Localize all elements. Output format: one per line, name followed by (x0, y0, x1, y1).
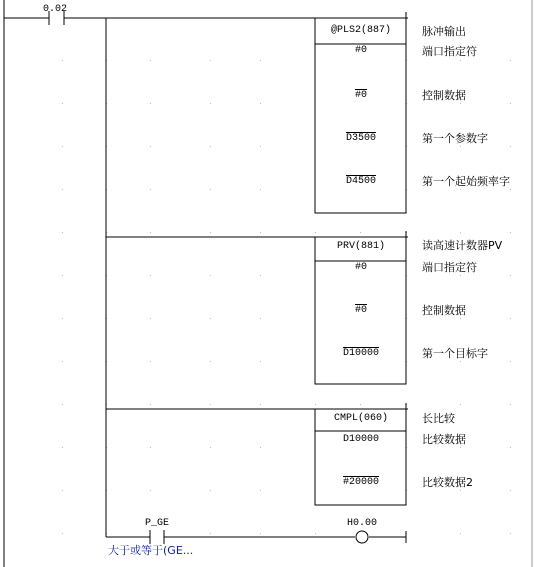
operand-value: D4500 (345, 176, 377, 187)
operand-comment: 比较数据 (422, 433, 466, 446)
operand-value: #0 (354, 305, 368, 316)
contact-address-label: 0.02 (43, 4, 68, 15)
operand-value: #0 (354, 262, 368, 273)
operand-comment: 第一个目标字 (422, 347, 488, 360)
contact-p-ge[interactable] (150, 530, 164, 544)
coil-address-label: H0.00 (346, 518, 378, 529)
operand-value: #20000 (342, 477, 380, 488)
operand-comment: 控制数据 (422, 89, 466, 102)
operand-comment: 读高速计数器PV (422, 239, 503, 252)
operand-comment: 脉冲输出 (422, 25, 466, 38)
operand-comment: 第一个起始频率字 (422, 175, 510, 188)
coil-h0-00[interactable] (356, 531, 368, 543)
operand-comment: 比较数据2 (422, 476, 473, 489)
contact-comment: 大于或等于(GE... (108, 544, 194, 557)
operand-value: D3500 (345, 133, 377, 144)
operand-value: #0 (354, 45, 368, 56)
contact-address-label: P_GE (144, 518, 170, 529)
operand-value: D10000 (342, 434, 380, 445)
operand-comment: 端口指定符 (422, 45, 477, 58)
operand-comment: 端口指定符 (422, 261, 477, 274)
instruction-title: @PLS2(887) (330, 25, 392, 36)
operand-value: D10000 (342, 348, 380, 359)
operand-comment: 第一个参数字 (422, 132, 488, 145)
operand-comment: 控制数据 (422, 304, 466, 317)
operand-comment: 长比较 (422, 412, 455, 425)
instruction-title: CMPL(060) (333, 413, 389, 424)
instruction-title: PRV(881) (336, 241, 386, 252)
operand-value: #0 (354, 90, 368, 101)
